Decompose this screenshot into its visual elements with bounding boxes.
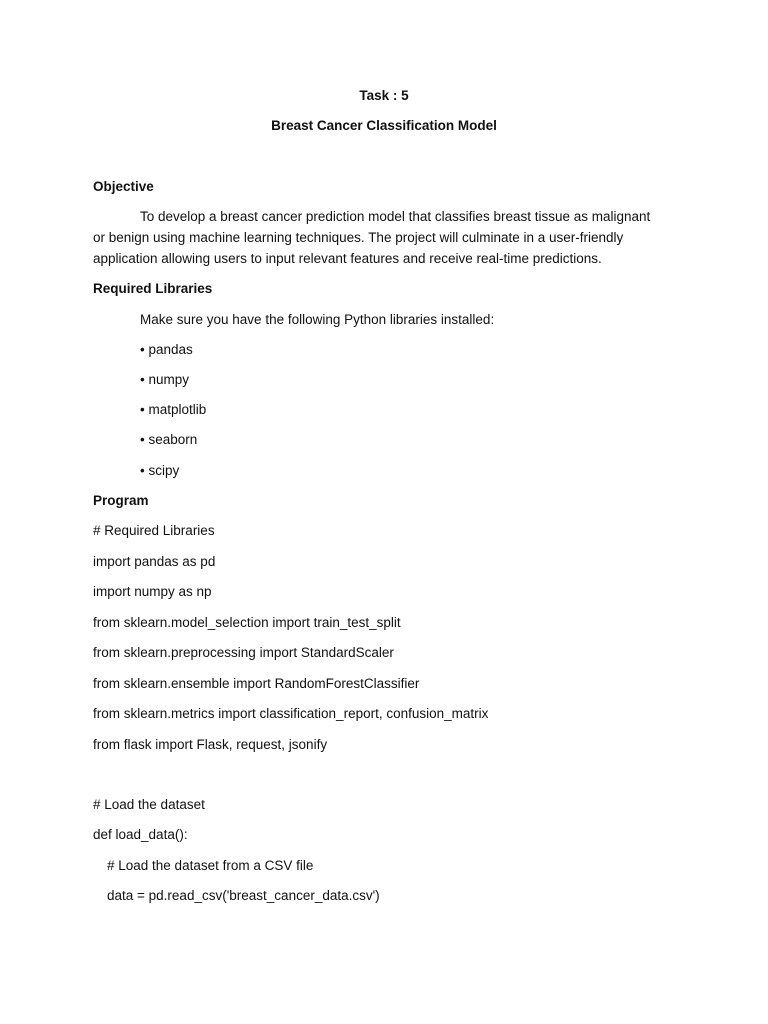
code-line: from sklearn.metrics import classification_report, confusion_matrix	[93, 706, 489, 721]
code-line: from flask import Flask, request, jsonify	[93, 737, 328, 752]
code-line: from sklearn.model_selection import train_test_split	[93, 615, 401, 630]
code-line: data = pd.read_csv('breast_cancer_data.csv')	[107, 888, 380, 903]
library-item: • numpy	[140, 372, 189, 387]
objective-line-3: application allowing users to input relevant features and receive real-time predictions.	[93, 251, 602, 266]
objective-line-1: To develop a breast cancer prediction model that classifies breast tissue as malignant	[140, 209, 651, 224]
code-line: # Load the dataset from a CSV file	[107, 858, 314, 873]
library-item: • pandas	[140, 342, 193, 357]
objective-heading: Objective	[93, 179, 154, 194]
program-heading: Program	[93, 493, 149, 508]
code-line: import pandas as pd	[93, 554, 216, 569]
code-line: from sklearn.preprocessing import StandardScaler	[93, 645, 394, 660]
code-line: def load_data():	[93, 827, 188, 842]
libraries-intro: Make sure you have the following Python libraries installed:	[140, 312, 495, 327]
library-item: • matplotlib	[140, 402, 207, 417]
document-title: Breast Cancer Classification Model	[271, 118, 497, 133]
library-item: • seaborn	[140, 432, 198, 447]
code-line: # Load the dataset	[93, 797, 205, 812]
code-line: import numpy as np	[93, 584, 212, 599]
code-line: # Required Libraries	[93, 523, 215, 538]
library-item: • scipy	[140, 463, 180, 478]
objective-line-2: or benign using machine learning techniques. The project will culminate in a user-friendly	[93, 230, 624, 245]
libraries-heading: Required Libraries	[93, 281, 213, 296]
code-line: from sklearn.ensemble import RandomForestClassifier	[93, 676, 420, 691]
task-title: Task : 5	[359, 88, 409, 103]
